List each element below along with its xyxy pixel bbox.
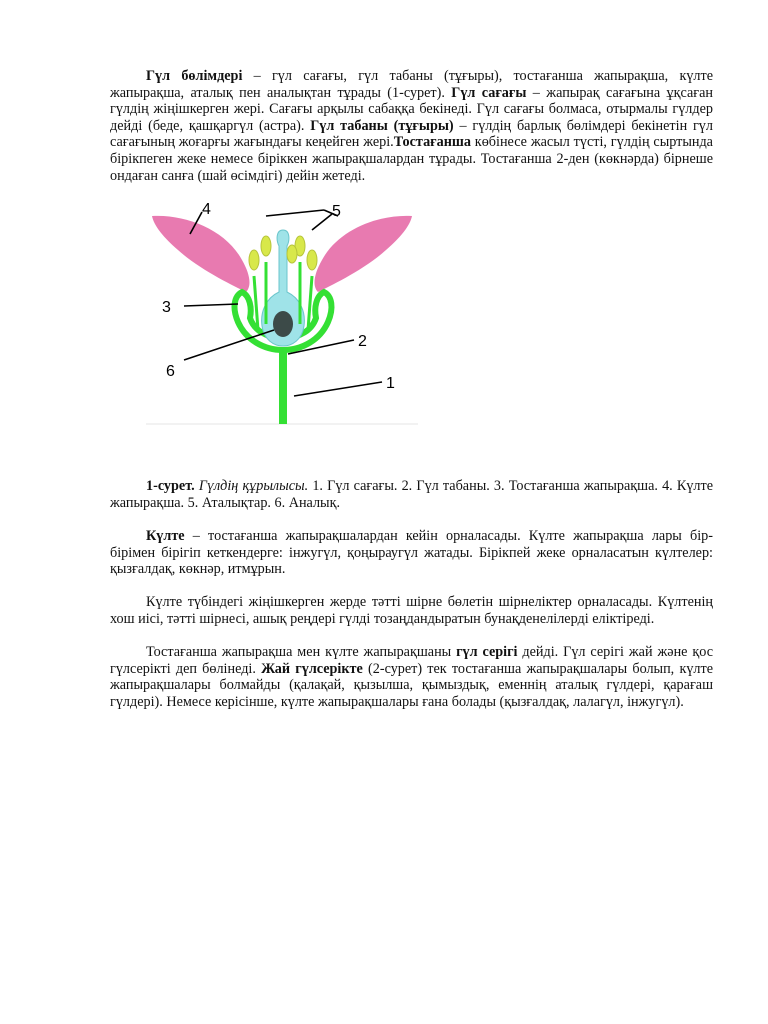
- label-5: 5: [332, 203, 341, 221]
- spacer: [110, 628, 713, 645]
- spacer: [110, 578, 713, 595]
- term-calyx: Тостағанша: [393, 134, 471, 151]
- text: Тостағанша жапырақша мен күлте жапырақшаны: [146, 644, 457, 661]
- term-receptacle: Гүл табаны (тұғыры): [310, 117, 454, 134]
- paragraph-flower-parts: [110, 68, 713, 184]
- label-6: 6: [166, 363, 175, 381]
- figure-caption: [110, 478, 713, 511]
- anther: [261, 236, 271, 256]
- text: (2-сурет) тек тостағанша жапырақшалары болып, күлте жапырақшалары болмайды (қалақай, қызылша, қымыздық, еменнің аталық гүлдері, қарағаш гүлдері). Немесе керісінше, күлте жапырақшалары ғана болады (қызғалдақ, лалагүл, інжугүл).: [110, 660, 714, 710]
- flower-diagram: [146, 200, 418, 426]
- caption-title: Гүлдің құрылысы.: [194, 478, 309, 495]
- label-4: 4: [202, 201, 211, 219]
- anther: [307, 250, 317, 270]
- caption-number: 1-сурет.: [146, 478, 195, 495]
- anther: [287, 245, 297, 263]
- flower-structure-figure: [110, 188, 713, 478]
- label-2: 2: [358, 333, 367, 351]
- anther: [249, 250, 259, 270]
- text: дейді. Гүл серігі жай және қос гүлсерікті деп бөлінеді.: [110, 644, 713, 677]
- spacer: [110, 511, 713, 528]
- label-3: 3: [162, 299, 171, 317]
- document-page: [110, 68, 713, 710]
- label-1: 1: [386, 375, 395, 393]
- term-pedicel: Гүл сағағы: [451, 84, 527, 101]
- text: Күлте түбіндегі жіңішкерген жерде тәтті шірне бөлетін шірнеліктер орналасады. Күлтенің хош иісі, тәтті шірнесі, ашық реңдері гүлді тозаңдандыратын бунақденелілерді еліктіреді.: [110, 594, 713, 627]
- caption-legend: 1. Гүл сағағы. 2. Гүл табаны. 3. Тостағанша жапырақша. 4. Күлте жапырақша. 5. Аталықтар. 6. Аналық.: [110, 478, 713, 511]
- term-flower-parts: Гүл бөлімдері: [146, 68, 243, 84]
- text: – гүл сағағы, гүл табаны (тұғыры), тостағанша жапырақша, күлте жапырақша, аталық пен аналықтан тұрады (1-сурет).: [110, 68, 714, 101]
- term-simple-perianth: Жай гүлсерікте: [261, 660, 363, 677]
- paragraph-perianth: [110, 644, 713, 710]
- term-perianth: гүл серігі: [456, 644, 518, 661]
- paragraph-corolla: [110, 528, 713, 578]
- text: – гүлдің барлық бөлімдері бекінетін гүл сағағының жоғарғы жағындағы кеңейген жері.: [110, 117, 713, 151]
- text: – жапырақ сағағына ұқсаған гүлдің жіңішкерген жері. Сағағы арқылы сабаққа бекінеді. Гүл сағағы болмаса, отырмалы гүлдер дейді (беде, қашқаргүл (астра).: [110, 84, 713, 134]
- term-corolla: Күлте: [146, 527, 185, 544]
- text: – тостағанша жапырақшалардан кейін орналасады. Күлте жапырақша лары бір-бірімен бірігіп кеткендерге: інжугүл, қоңыраугүл жатады. Бірікпей жеке орналасатын күлтелер: қызғалдақ, көкнәр, итмұрын.: [110, 527, 713, 578]
- ovule: [273, 311, 293, 337]
- paragraph-nectaries: [110, 594, 713, 627]
- text: көбінесе жасыл түсті, гүлдің сыртында бірікпеген жеке немесе біріккен жапырақшалардан тұрады. Тостағанша 2-ден (көкнәрда) бірнеше ондаған санға (шай өсімдігі) дейін жетеді.: [110, 134, 713, 184]
